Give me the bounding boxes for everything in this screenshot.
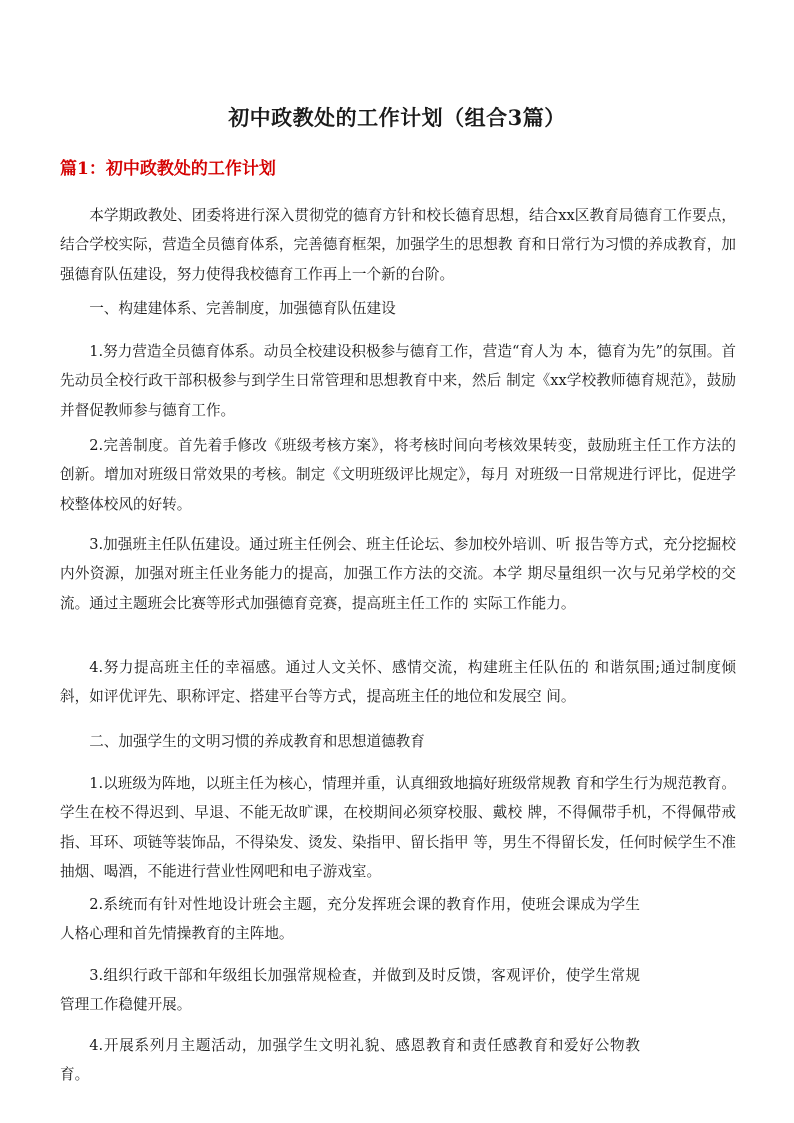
paragraph-1-1: 1.努力营造全员德育体系。动员全校建设积极参与德育工作，营造“育人为 本，德育为先”的氛围。首先动员全校行政干部积极参与到学生日常管理和思想教育中来，然后 制定《xx学校教师德育规范》，鼓励并督促教师参与德育工作。: [60, 343, 736, 419]
paragraph-2-4: 4.开展系列月主题活动，加强学生文明礼貌、感恩教育和责任感教育和爱好公物教育。: [60, 1037, 640, 1084]
paragraph-2-3: 3.组织行政干部和年级组长加强常规检查，并做到及时反馈，客观评价，使学生常规管理工作稳健开展。: [60, 967, 640, 1014]
intro-paragraph: 本学期政教处、团委将进行深入贯彻党的德育方针和校长德育思想，结合xx区教育局德育工作要点，结合学校实际，营造全员德育体系，完善德育框架，加强学生的思想教 育和日常行为习惯的养成教育，加强德育队伍建设，努力使得我校德育工作再上一个新的台阶。: [60, 207, 736, 283]
heading-one: 一、构建建体系、完善制度，加强德育队伍建设: [89, 300, 396, 317]
document-title: 初中政教处的工作计划（组合3篇）: [228, 105, 566, 130]
paragraph-2-2: 2.系统而有针对性地设计班会主题，充分发挥班会课的教育作用，使班会课成为学生人格心理和首先情操教育的主阵地。: [60, 896, 640, 943]
section-title: 篇1：初中政教处的工作计划: [60, 159, 276, 179]
paragraph-1-4: 4.努力提高班主任的幸福感。通过人文关怀、感情交流，构建班主任队伍的 和谐氛围;通过制度倾斜，如评优评先、职称评定、搭建平台等方式，提高班主任的地位和发展空 间。: [60, 659, 736, 706]
heading-two: 二、加强学生的文明习惯的养成教育和思想道德教育: [89, 733, 425, 750]
paragraph-2-1: 1.以班级为阵地，以班主任为核心，情理并重，认真细致地搞好班级常规教 育和学生行为规范教育。学生在校不得迟到、早退、不能无故旷课，在校期间必须穿校服、戴校 牌，不得佩带手机，不得佩带戒指、耳环、项链等装饰品，不得染发、烫发、染指甲、留长指甲 等，男生不得留长发，任何时候学生不准抽烟、喝酒，不能进行营业性网吧和电子游戏室。: [60, 775, 736, 881]
paragraph-1-2: 2.完善制度。首先着手修改《班级考核方案》，将考核时间向考核效果转变，鼓励班主任工作方法的创新。增加对班级日常效果的考核。制定《文明班级评比规定》，每月 对班级一日常规进行评比，促进学校整体校风的好转。: [60, 437, 736, 513]
paragraph-1-3: 3.加强班主任队伍建设。通过班主任例会、班主任论坛、参加校外培训、听 报告等方式，充分挖掘校内外资源，加强对班主任业务能力的提高，加强工作方法的交流。本学 期尽量组织一次与兄弟学校的交流。通过主题班会比赛等形式加强德育竞赛，提高班主任工作的 实际工作能力。: [60, 536, 736, 612]
